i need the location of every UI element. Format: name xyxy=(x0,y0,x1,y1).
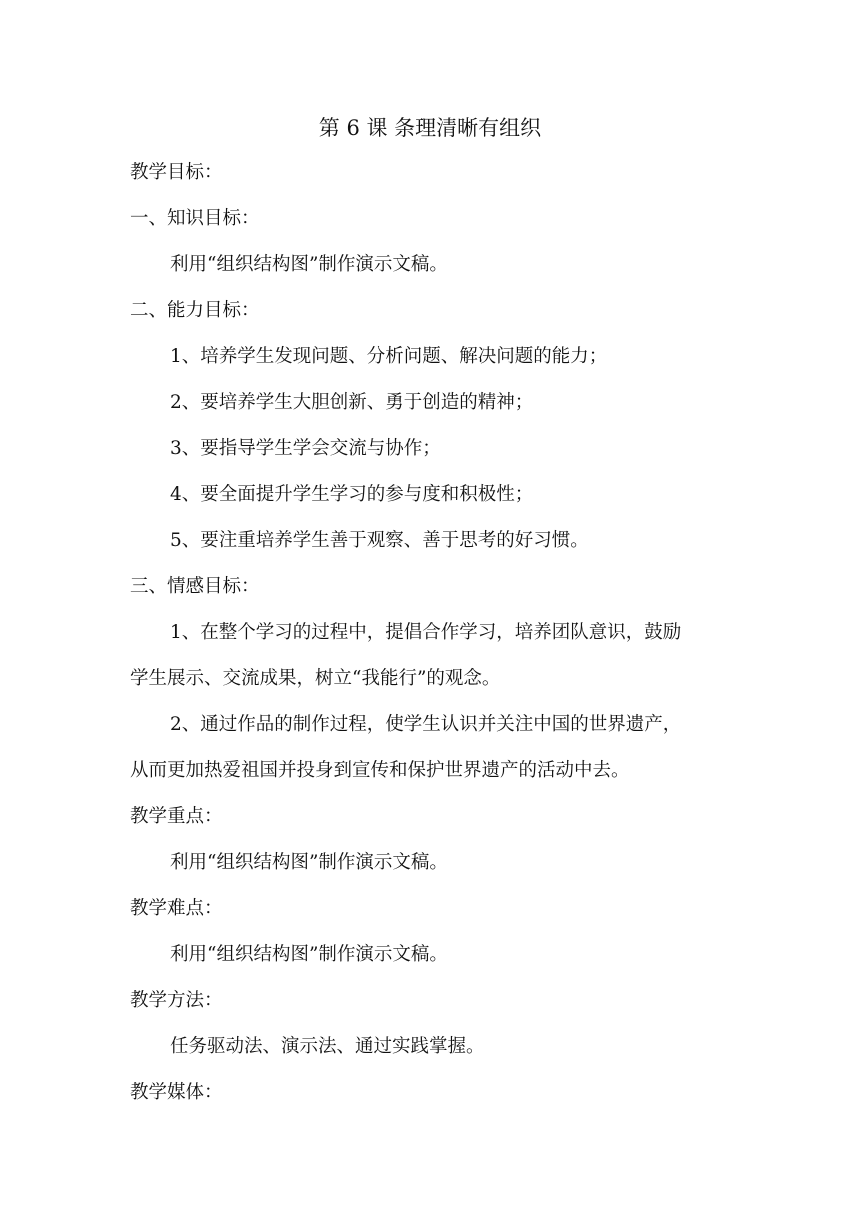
heading-ability-objectives: 二、能力目标： xyxy=(130,300,260,321)
heading-teaching-media: 教学媒体： xyxy=(130,1082,223,1103)
paragraph-emotion-2-line-2: 从而更加热爱祖国并投身到宣传和保护世界遗产的活动中去。 xyxy=(130,760,630,781)
heading-teaching-objectives: 教学目标： xyxy=(130,162,223,183)
paragraph-emotion-1-line-1: 1、在整个学习的过程中，提倡合作学习，培养团队意识，鼓励 xyxy=(170,622,682,643)
heading-teaching-methods: 教学方法： xyxy=(130,990,223,1011)
document-title: 第 6 课 条理清晰有组织 xyxy=(318,116,542,140)
paragraph-emotion-2-line-1: 2、通过作品的制作过程，使学生认识并关注中国的世界遗产， xyxy=(170,714,682,735)
paragraph-knowledge-objective: 利用“组织结构图”制作演示文稿。 xyxy=(170,254,448,275)
paragraph-key-points: 利用“组织结构图”制作演示文稿。 xyxy=(170,852,448,873)
heading-knowledge-objectives: 一、知识目标： xyxy=(130,208,260,229)
heading-teaching-key-points: 教学重点： xyxy=(130,806,223,827)
paragraph-teaching-methods: 任务驱动法、演示法、通过实践掌握。 xyxy=(170,1036,485,1057)
list-item-ability-3: 3、要指导学生学会交流与协作； xyxy=(170,438,441,459)
paragraph-difficulties: 利用“组织结构图”制作演示文稿。 xyxy=(170,944,448,965)
list-item-ability-2: 2、要培养学生大胆创新、勇于创造的精神； xyxy=(170,392,534,413)
heading-teaching-difficulties: 教学难点： xyxy=(130,898,223,919)
list-item-ability-1: 1、培养学生发现问题、分析问题、解决问题的能力； xyxy=(170,346,608,367)
heading-emotion-objectives: 三、情感目标： xyxy=(130,576,260,597)
list-item-ability-4: 4、要全面提升学生学习的参与度和积极性； xyxy=(170,484,534,505)
list-item-ability-5: 5、要注重培养学生善于观察、善于思考的好习惯。 xyxy=(170,530,589,551)
paragraph-emotion-1-line-2: 学生展示、交流成果，树立“我能行”的观念。 xyxy=(130,668,501,689)
